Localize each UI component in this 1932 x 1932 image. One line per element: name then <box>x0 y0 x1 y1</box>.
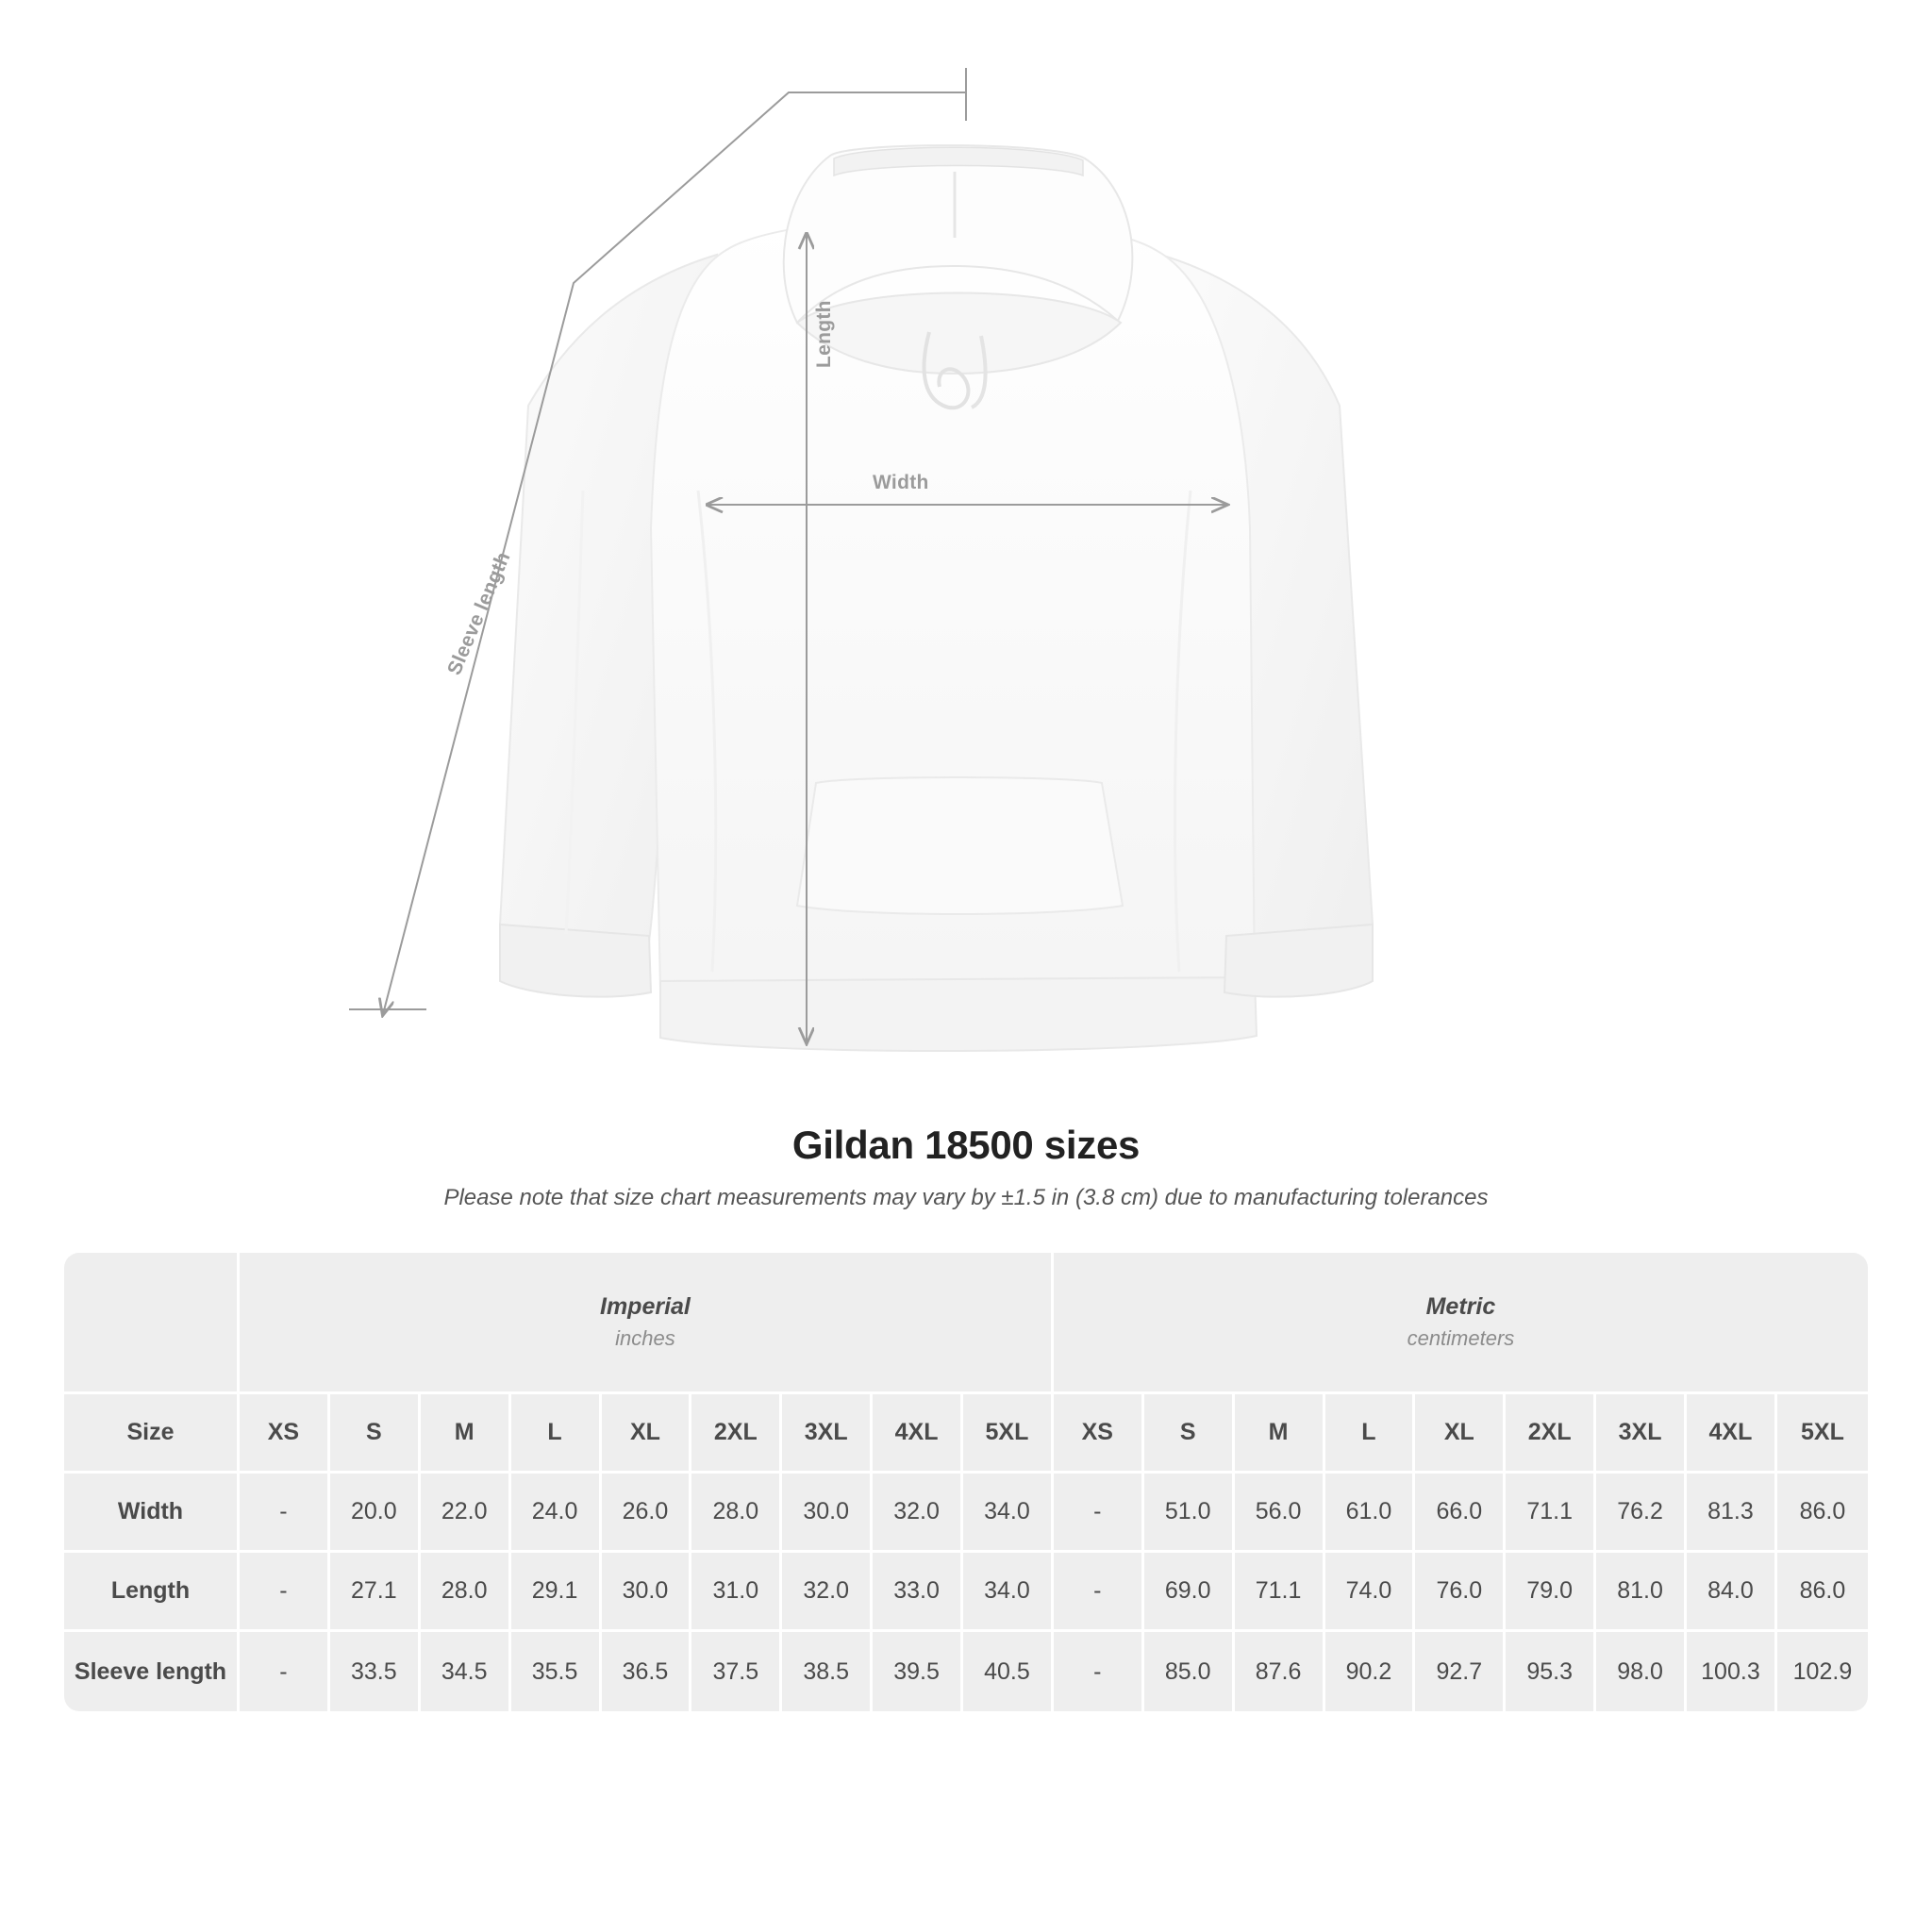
column-header-met-l: L <box>1325 1394 1416 1474</box>
column-header-imp-5xl: 5XL <box>963 1394 1054 1474</box>
cell-length-met-m: 71.1 <box>1235 1553 1325 1632</box>
cell-length-imp-xs: - <box>240 1553 330 1632</box>
cell-width-imp-5xl: 34.0 <box>963 1474 1054 1553</box>
cell-width-met-5xl: 86.0 <box>1777 1474 1868 1553</box>
cell-length-imp-m: 28.0 <box>421 1553 511 1632</box>
cell-sleeve-met-2xl: 95.3 <box>1506 1632 1596 1711</box>
row-header-width: Width <box>64 1474 240 1553</box>
cell-sleeve-met-3xl: 98.0 <box>1596 1632 1687 1711</box>
size-header-row <box>64 1394 1868 1474</box>
cell-length-met-2xl: 79.0 <box>1506 1553 1596 1632</box>
measure-label-length: Length <box>813 300 835 368</box>
cell-width-imp-m: 22.0 <box>421 1474 511 1553</box>
cell-width-imp-xl: 26.0 <box>602 1474 692 1553</box>
column-header-met-3xl: 3XL <box>1596 1394 1687 1474</box>
cell-width-met-xl: 66.0 <box>1415 1474 1506 1553</box>
unit-header-imperial <box>240 1253 1054 1394</box>
cell-sleeve-imp-xs: - <box>240 1632 330 1711</box>
column-header-met-4xl: 4XL <box>1687 1394 1777 1474</box>
column-header-imp-s: S <box>330 1394 421 1474</box>
cell-length-imp-5xl: 34.0 <box>963 1553 1054 1632</box>
size-table <box>64 1253 1868 1711</box>
cell-width-met-xs: - <box>1054 1474 1144 1553</box>
cell-length-met-xs: - <box>1054 1553 1144 1632</box>
unit-header-imperial-name: Imperial <box>600 1293 691 1320</box>
column-header-met-xl: XL <box>1415 1394 1506 1474</box>
cell-sleeve-imp-2xl: 37.5 <box>691 1632 782 1711</box>
cell-length-imp-4xl: 33.0 <box>873 1553 963 1632</box>
column-header-met-2xl: 2XL <box>1506 1394 1596 1474</box>
cell-length-imp-xl: 30.0 <box>602 1553 692 1632</box>
unit-header-spacer <box>64 1253 240 1394</box>
cell-sleeve-imp-l: 35.5 <box>511 1632 602 1711</box>
unit-header-metric-sub: centimeters <box>1407 1326 1515 1350</box>
cell-sleeve-imp-5xl: 40.5 <box>963 1632 1054 1711</box>
size-table-wrapper <box>64 1253 1868 1711</box>
cell-length-met-l: 74.0 <box>1325 1553 1416 1632</box>
table-row <box>64 1474 1868 1553</box>
cell-length-imp-2xl: 31.0 <box>691 1553 782 1632</box>
column-header-met-5xl: 5XL <box>1777 1394 1868 1474</box>
cell-width-imp-l: 24.0 <box>511 1474 602 1553</box>
table-row <box>64 1553 1868 1632</box>
page-title: Gildan 18500 sizes <box>791 1123 1141 1167</box>
cell-length-met-4xl: 84.0 <box>1687 1553 1777 1632</box>
cell-width-met-3xl: 76.2 <box>1596 1474 1687 1553</box>
title-block <box>0 1123 1932 1211</box>
cell-length-imp-l: 29.1 <box>511 1553 602 1632</box>
cell-length-imp-s: 27.1 <box>330 1553 421 1632</box>
column-header-size: Size <box>64 1394 240 1474</box>
cell-sleeve-imp-s: 33.5 <box>330 1632 421 1711</box>
cell-sleeve-met-s: 85.0 <box>1144 1632 1235 1711</box>
cell-length-met-3xl: 81.0 <box>1596 1553 1687 1632</box>
column-header-imp-xs: XS <box>240 1394 330 1474</box>
cell-sleeve-imp-xl: 36.5 <box>602 1632 692 1711</box>
cell-width-imp-xs: - <box>240 1474 330 1553</box>
cell-sleeve-met-xs: - <box>1054 1632 1144 1711</box>
cell-length-met-5xl: 86.0 <box>1777 1553 1868 1632</box>
column-header-met-s: S <box>1144 1394 1235 1474</box>
column-header-imp-3xl: 3XL <box>782 1394 873 1474</box>
cell-sleeve-imp-m: 34.5 <box>421 1632 511 1711</box>
cell-width-met-2xl: 71.1 <box>1506 1474 1596 1553</box>
cell-length-met-xl: 76.0 <box>1415 1553 1506 1632</box>
cell-sleeve-met-5xl: 102.9 <box>1777 1632 1868 1711</box>
column-header-met-m: M <box>1235 1394 1325 1474</box>
unit-header-row <box>64 1253 1868 1394</box>
column-header-imp-l: L <box>511 1394 602 1474</box>
cell-width-met-4xl: 81.3 <box>1687 1474 1777 1553</box>
table-row <box>64 1632 1868 1711</box>
measure-label-width: Width <box>873 472 929 493</box>
cell-length-met-s: 69.0 <box>1144 1553 1235 1632</box>
row-header-sleeve-length: Sleeve length <box>64 1632 240 1711</box>
cell-width-met-m: 56.0 <box>1235 1474 1325 1553</box>
cell-length-imp-3xl: 32.0 <box>782 1553 873 1632</box>
cell-width-imp-3xl: 30.0 <box>782 1474 873 1553</box>
row-header-length: Length <box>64 1553 240 1632</box>
column-header-imp-4xl: 4XL <box>873 1394 963 1474</box>
column-header-imp-xl: XL <box>602 1394 692 1474</box>
cell-width-met-l: 61.0 <box>1325 1474 1416 1553</box>
cell-width-imp-4xl: 32.0 <box>873 1474 963 1553</box>
unit-header-metric-name: Metric <box>1425 1293 1496 1320</box>
column-header-imp-m: M <box>421 1394 511 1474</box>
unit-header-imperial-sub: inches <box>615 1326 675 1350</box>
tolerance-note: Please note that size chart measurements may vary by ±1.5 in (3.8 cm) due to manufacturing tolerances <box>443 1185 1489 1210</box>
cell-width-met-s: 51.0 <box>1144 1474 1235 1553</box>
cell-sleeve-imp-4xl: 39.5 <box>873 1632 963 1711</box>
measure-label-sleeve-length: Sleeve length <box>443 548 515 678</box>
cell-sleeve-met-4xl: 100.3 <box>1687 1632 1777 1711</box>
cell-width-imp-s: 20.0 <box>330 1474 421 1553</box>
cell-sleeve-met-xl: 92.7 <box>1415 1632 1506 1711</box>
cell-sleeve-met-m: 87.6 <box>1235 1632 1325 1711</box>
cell-sleeve-met-l: 90.2 <box>1325 1632 1416 1711</box>
cell-sleeve-imp-3xl: 38.5 <box>782 1632 873 1711</box>
unit-header-metric <box>1054 1253 1868 1394</box>
column-header-met-xs: XS <box>1054 1394 1144 1474</box>
cell-width-imp-2xl: 28.0 <box>691 1474 782 1553</box>
column-header-imp-2xl: 2XL <box>691 1394 782 1474</box>
